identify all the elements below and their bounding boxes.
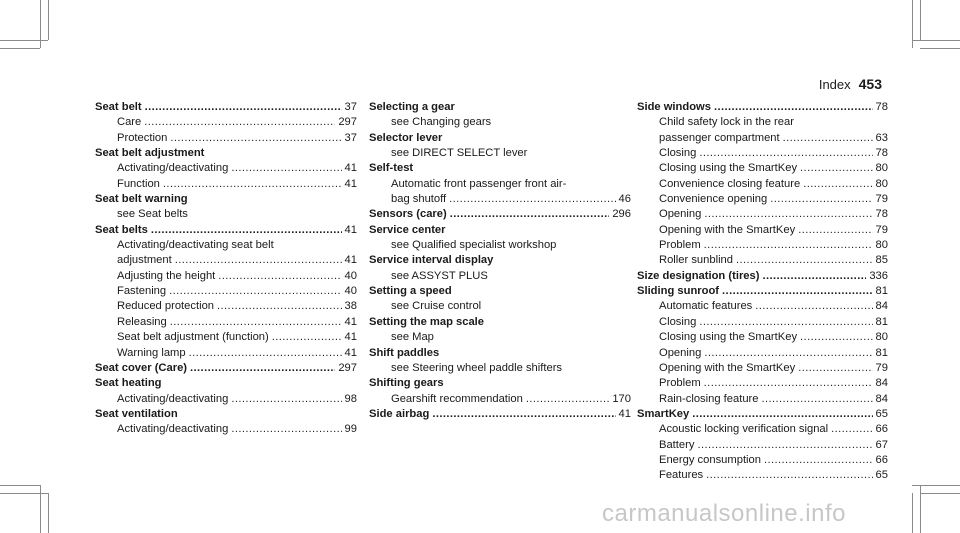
entry-text: see Cruise control — [391, 300, 482, 313]
entry-text: Closing using the SmartKey — [659, 162, 798, 175]
page-reference[interactable]: 41 — [344, 346, 357, 359]
entry-text: Fastening — [117, 285, 167, 298]
entry-text: Roller sunblind — [659, 254, 734, 267]
entry-text: adjustment — [117, 254, 172, 267]
page-reference[interactable]: 41 — [344, 254, 357, 267]
index-entry — [369, 223, 631, 238]
index-subentry[interactable] — [637, 223, 888, 238]
index-subentry[interactable] — [637, 361, 888, 376]
header-label: Index — [818, 77, 851, 92]
leader-dots — [714, 100, 873, 115]
leader-dots — [145, 100, 342, 115]
index-subentry[interactable] — [637, 146, 888, 161]
page-reference[interactable]: 78 — [875, 147, 888, 160]
page-reference[interactable]: 37 — [344, 101, 357, 113]
entry-text: passenger compartment — [659, 131, 780, 144]
leader-dots — [449, 192, 615, 207]
index-entry — [369, 315, 631, 330]
entry-text: Rain-closing feature — [659, 392, 759, 405]
entry-text: Activating/deactivating — [117, 423, 229, 436]
leader-dots — [151, 223, 342, 238]
leader-dots — [699, 146, 872, 161]
entry-text: see ASSYST PLUS — [391, 269, 488, 282]
index-subentry — [95, 207, 357, 222]
index-subentry[interactable] — [637, 422, 888, 437]
index-subentry[interactable] — [95, 177, 357, 192]
crop-mark-tr-h2 — [920, 48, 960, 49]
leader-dots — [803, 177, 872, 192]
page-reference[interactable]: 296 — [612, 208, 631, 221]
index-subentry[interactable] — [95, 131, 357, 146]
index-subentry[interactable] — [95, 115, 357, 130]
leader-dots — [231, 392, 341, 407]
index-subentry[interactable] — [369, 192, 631, 207]
index-entry — [369, 131, 631, 146]
index-entry — [369, 161, 631, 176]
index-subentry[interactable] — [637, 131, 888, 146]
leader-dots — [231, 161, 341, 176]
leader-dots — [704, 207, 872, 222]
page-reference[interactable]: 84 — [875, 392, 888, 405]
index-subentry[interactable] — [637, 161, 888, 176]
crop-mark-br-h — [912, 485, 960, 486]
index-column-1 — [95, 100, 357, 438]
entry-text: Side airbag — [369, 407, 430, 420]
crop-mark-bl-h2 — [0, 485, 40, 486]
index-subentry[interactable] — [95, 253, 357, 268]
entry-text: see Changing gears — [391, 116, 492, 129]
index-subentry — [369, 269, 631, 284]
index-entry[interactable] — [637, 269, 888, 284]
leader-dots — [170, 315, 342, 330]
crop-mark-tl-h — [0, 40, 48, 41]
leader-dots — [736, 253, 873, 268]
entry-text: Seat belt warning — [95, 193, 188, 206]
index-subentry[interactable] — [637, 315, 888, 330]
leader-dots — [800, 330, 873, 345]
index-subentry[interactable] — [95, 330, 357, 345]
entry-text: Opening with the SmartKey — [659, 361, 796, 374]
crop-mark-tl-h2 — [0, 48, 40, 49]
page-reference[interactable]: 78 — [875, 208, 888, 221]
entry-text: Shifting gears — [369, 377, 444, 390]
entry-text: Seat ventilation — [95, 407, 178, 420]
page-reference[interactable]: 297 — [338, 116, 357, 129]
index-entry — [95, 376, 357, 391]
entry-text: Features — [659, 469, 704, 482]
index-subentry[interactable] — [95, 392, 357, 407]
page-reference[interactable]: 66 — [875, 423, 888, 436]
entry-text: Child safety lock in the rear — [659, 116, 794, 129]
leader-dots — [722, 284, 873, 299]
page-reference[interactable]: 80 — [875, 331, 888, 344]
page-reference[interactable]: 98 — [344, 392, 357, 405]
index-entry[interactable] — [637, 284, 888, 299]
index-subentry — [369, 299, 631, 314]
index-subentry[interactable] — [95, 161, 357, 176]
page-number: 453 — [858, 76, 882, 92]
entry-text: Seat heating — [95, 377, 162, 390]
leader-dots — [798, 361, 872, 376]
page-reference[interactable]: 78 — [875, 101, 888, 113]
crop-mark-bl-v2 — [48, 493, 49, 533]
leader-dots — [170, 131, 341, 146]
leader-dots — [704, 346, 872, 361]
index-subentry[interactable] — [369, 392, 631, 407]
page-reference[interactable]: 79 — [875, 223, 888, 236]
entry-text: Seat belt adjustment (function) — [117, 331, 269, 344]
index-subentry[interactable] — [637, 299, 888, 314]
page-reference[interactable]: 84 — [875, 300, 888, 313]
index-entry[interactable] — [637, 100, 888, 115]
entry-text: Selecting a gear — [369, 101, 455, 113]
page-reference[interactable]: 41 — [344, 162, 357, 175]
entry-text: see Map — [391, 331, 434, 344]
page-reference[interactable]: 40 — [344, 285, 357, 298]
page-reference[interactable]: 65 — [875, 407, 888, 420]
entry-text: bag shutoff — [391, 193, 447, 206]
entry-text: Sensors (care) — [369, 208, 447, 221]
index-subentry[interactable] — [637, 346, 888, 361]
entry-text: SmartKey — [637, 407, 690, 420]
entry-text: Releasing — [117, 315, 167, 328]
page-reference[interactable]: 80 — [875, 162, 888, 175]
leader-dots — [697, 438, 872, 453]
entry-text: Problem — [659, 239, 701, 252]
index-subentry — [369, 177, 631, 192]
entry-text: Shift paddles — [369, 346, 440, 359]
entry-text: see Seat belts — [117, 208, 188, 221]
index-subentry[interactable] — [95, 346, 357, 361]
index-subentry — [369, 115, 631, 130]
index-subentry[interactable] — [637, 207, 888, 222]
page-reference[interactable]: 41 — [344, 331, 357, 344]
leader-dots — [450, 207, 610, 222]
leader-dots — [526, 392, 610, 407]
crop-mark-tr-v2 — [920, 0, 921, 40]
index-entry[interactable] — [369, 407, 631, 422]
entry-text: Closing — [659, 315, 697, 328]
index-subentry[interactable] — [637, 330, 888, 345]
entry-text: Side windows — [637, 101, 711, 113]
page-reference[interactable]: 170 — [612, 392, 631, 405]
index-subentry[interactable] — [637, 376, 888, 391]
index-entry — [95, 407, 357, 422]
entry-text: see Qualified specialist workshop — [391, 239, 557, 252]
page-reference[interactable]: 41 — [344, 177, 357, 190]
leader-dots — [217, 299, 342, 314]
entry-text: see DIRECT SELECT lever — [391, 147, 528, 160]
index-entry — [369, 100, 631, 115]
leader-dots — [770, 192, 872, 207]
entry-text: Gearshift recommendation — [391, 392, 523, 405]
entry-text: Care — [117, 116, 142, 129]
entry-text: Protection — [117, 131, 168, 144]
page-header — [819, 76, 882, 92]
leader-dots — [798, 223, 872, 238]
index-subentry[interactable] — [637, 177, 888, 192]
crop-mark-bl-h — [0, 493, 48, 494]
index-subentry — [369, 361, 631, 376]
leader-dots — [218, 269, 341, 284]
entry-text: Opening — [659, 208, 702, 221]
entry-text: Setting the map scale — [369, 315, 485, 328]
index-column-3 — [637, 100, 888, 484]
leader-dots — [762, 392, 873, 407]
page-reference[interactable]: 79 — [875, 193, 888, 206]
leader-dots — [144, 115, 335, 130]
index-subentry[interactable] — [637, 392, 888, 407]
index-column-2 — [369, 100, 631, 422]
entry-text: Opening with the SmartKey — [659, 223, 796, 236]
leader-dots — [704, 376, 873, 391]
index-subentry — [637, 115, 888, 130]
entry-text: Closing — [659, 147, 697, 160]
entry-text: Activating/deactivating seat belt — [117, 239, 274, 252]
entry-text: Seat cover (Care) — [95, 361, 188, 374]
entry-text: Convenience opening — [659, 193, 768, 206]
page-reference[interactable]: 85 — [875, 254, 888, 267]
leader-dots — [432, 407, 615, 422]
page-reference[interactable]: 63 — [875, 131, 888, 144]
crop-mark-br-v — [912, 493, 913, 533]
entry-text: Function — [117, 177, 160, 190]
page-reference[interactable]: 81 — [875, 285, 888, 298]
leader-dots — [800, 161, 873, 176]
entry-text: Warning lamp — [117, 346, 186, 359]
page-reference[interactable]: 80 — [875, 177, 888, 190]
entry-text: see Steering wheel paddle shifters — [391, 361, 563, 374]
leader-dots — [783, 131, 873, 146]
index-entry[interactable] — [95, 100, 357, 115]
leader-dots — [169, 284, 341, 299]
index-entry[interactable] — [369, 207, 631, 222]
index-subentry[interactable] — [95, 299, 357, 314]
crop-mark-tl-v2 — [48, 0, 49, 40]
index-entry — [95, 192, 357, 207]
leader-dots — [231, 422, 341, 437]
page-reference[interactable]: 66 — [875, 453, 888, 466]
page-reference[interactable]: 67 — [875, 438, 888, 451]
index-entry[interactable] — [95, 361, 357, 376]
index-subentry[interactable] — [95, 422, 357, 437]
index-entry[interactable] — [95, 223, 357, 238]
leader-dots — [706, 468, 872, 483]
leader-dots — [175, 253, 342, 268]
leader-dots — [762, 269, 866, 284]
index-subentry[interactable] — [637, 453, 888, 468]
entry-text: Opening — [659, 346, 702, 359]
entry-text: Energy consumption — [659, 453, 761, 466]
index-entry — [369, 284, 631, 299]
page-reference[interactable]: 297 — [338, 361, 357, 374]
page-reference[interactable]: 40 — [344, 269, 357, 282]
index-subentry[interactable] — [637, 238, 888, 253]
index-subentry — [369, 238, 631, 253]
entry-text: Seat belt — [95, 101, 142, 113]
leader-dots — [692, 407, 872, 422]
page-reference[interactable]: 79 — [875, 361, 888, 374]
index-subentry[interactable] — [637, 253, 888, 268]
entry-text: Activating/deactivating — [117, 162, 229, 175]
page-reference[interactable]: 46 — [618, 193, 631, 206]
index-entry — [369, 376, 631, 391]
page-reference[interactable]: 336 — [869, 269, 888, 282]
index-subentry[interactable] — [95, 269, 357, 284]
index-subentry[interactable] — [95, 315, 357, 330]
index-subentry[interactable] — [637, 468, 888, 483]
leader-dots — [163, 177, 342, 192]
index-subentry[interactable] — [637, 192, 888, 207]
entry-text: Seat belts — [95, 223, 148, 236]
watermark: carmanualsonline.info — [602, 500, 846, 527]
entry-text: Size designation (tires) — [637, 269, 760, 282]
page-reference[interactable]: 37 — [344, 131, 357, 144]
entry-text: Automatic front passenger front air- — [391, 177, 567, 190]
crop-mark-tr-h — [912, 40, 960, 41]
leader-dots — [755, 299, 872, 314]
entry-text: Sliding sunroof — [637, 285, 720, 298]
page-reference[interactable]: 81 — [875, 346, 888, 359]
crop-mark-br-h2 — [920, 493, 960, 494]
leader-dots — [831, 422, 872, 437]
leader-dots — [190, 361, 335, 376]
index-subentry — [95, 238, 357, 253]
page-reference[interactable]: 38 — [344, 300, 357, 313]
entry-text: Service center — [369, 223, 446, 236]
entry-text: Seat belt adjustment — [95, 147, 205, 160]
page-reference[interactable]: 80 — [875, 239, 888, 252]
entry-text: Problem — [659, 377, 701, 390]
entry-text: Automatic features — [659, 300, 753, 313]
index-entry — [95, 146, 357, 161]
leader-dots — [764, 453, 873, 468]
index-subentry — [369, 146, 631, 161]
page-reference[interactable]: 81 — [875, 315, 888, 328]
entry-text: Battery — [659, 438, 695, 451]
index-entry — [369, 253, 631, 268]
page-reference[interactable]: 84 — [875, 377, 888, 390]
entry-text: Self-test — [369, 162, 414, 175]
index-entry — [369, 346, 631, 361]
leader-dots — [272, 330, 342, 345]
entry-text: Selector lever — [369, 131, 443, 144]
entry-text: Reduced protection — [117, 300, 215, 313]
page-reference[interactable]: 65 — [875, 469, 888, 482]
entry-text: Closing using the SmartKey — [659, 331, 798, 344]
page-reference[interactable]: 41 — [344, 315, 357, 328]
entry-text: Adjusting the height — [117, 269, 216, 282]
entry-text: Activating/deactivating — [117, 392, 229, 405]
entry-text: Setting a speed — [369, 285, 452, 298]
leader-dots — [699, 315, 872, 330]
page-reference[interactable]: 41 — [618, 407, 631, 420]
index-entry[interactable] — [637, 407, 888, 422]
page-reference[interactable]: 99 — [344, 423, 357, 436]
entry-text: Acoustic locking verification signal — [659, 423, 829, 436]
index-subentry[interactable] — [637, 438, 888, 453]
index-subentry[interactable] — [95, 284, 357, 299]
leader-dots — [704, 238, 873, 253]
index-subentry — [369, 330, 631, 345]
entry-text: Convenience closing feature — [659, 177, 801, 190]
page-reference[interactable]: 41 — [344, 223, 357, 236]
leader-dots — [189, 346, 342, 361]
entry-text: Service interval display — [369, 254, 494, 267]
